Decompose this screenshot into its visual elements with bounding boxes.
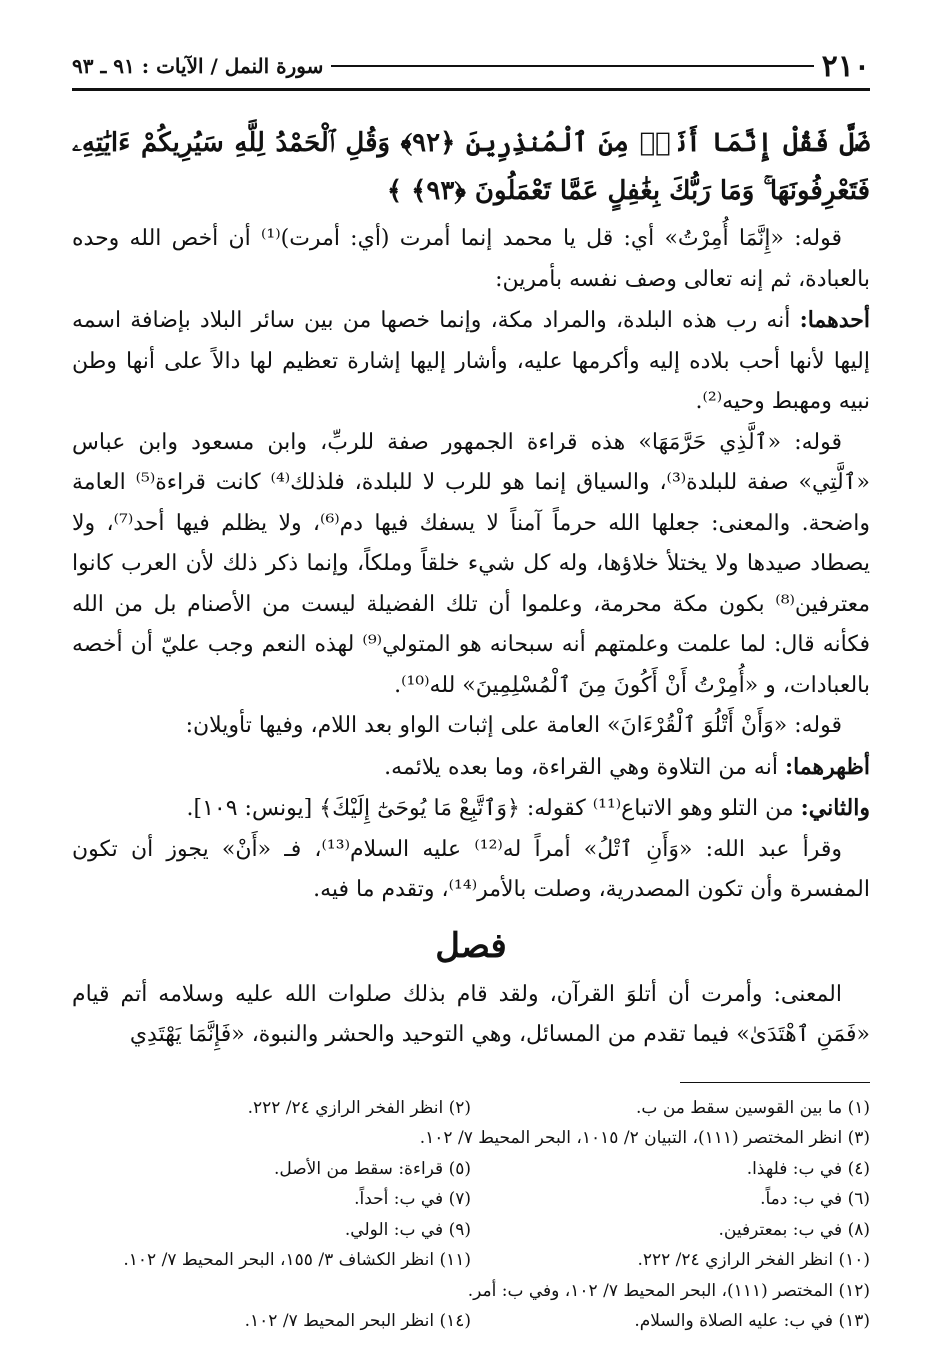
footnote-row: [72, 1093, 870, 1124]
section-text: [72, 975, 870, 1056]
book-page: [72, 46, 870, 1337]
footnote: (٣) انظر المختصر (١١١)، التبيان ٢/ ١٠١٥، البحر المحيط ٧/ ١٠٢.: [419, 1128, 870, 1148]
footnote-row: [72, 1123, 870, 1154]
commentary: [72, 219, 870, 911]
paragraph-2-text: أنه رب هذه البلدة، والمراد مكة، وإنما خصها من بين سائر البلاد بإضافة اسمه إليها لأنها أحب بلاده إليه وأكرمها عليه، وأشار إليها إشارة تعظيم لها دالاً على أنها وطن نبيه ومهبط وحيه⁽²⁾.: [72, 308, 870, 414]
footnote: (٦) في ب: دماً.: [760, 1189, 870, 1209]
footnote: (١١) انظر الكشاف ٣/ ١٥٥، البحر المحيط ٧/ ١٠٢.: [123, 1250, 471, 1270]
section-paragraph: المعنى: وأمرت أن أتلوَ القرآن، ولقد قام بذلك صلوات الله عليه وسلامه أتم قيام «فَمَنِ ٱهْتَدَىٰ» فيما تقدم من المسائل، وهي التوحيد والحشر والنبوة، «فَإِنَّمَا يَهْتَدِي: [72, 981, 870, 1047]
paragraph-2: [72, 300, 870, 423]
footnote-row: [72, 1245, 870, 1276]
footnote: (١٣) في ب: عليه الصلاة والسلام.: [634, 1311, 870, 1331]
footnote: (٥) قراءة: سقط من الأصل.: [273, 1158, 471, 1179]
footnote-row: [72, 1306, 870, 1337]
section-heading: فصل: [435, 925, 507, 966]
paragraph-4: قوله: «وَأَنْ أَتْلُوَ ٱلْقُرْءَانَ» العامة على إثبات الواو بعد اللام، وفيها تأويلان:: [185, 713, 842, 738]
footnote: (١٠) انظر الفخر الرازي ٢٤/ ٢٢٢.: [637, 1250, 870, 1270]
paragraph-6-text: من التلو وهو الاتباع⁽¹¹⁾ كقوله: ﴿وَٱتَّبِعْ مَا يُوحَىٰٓ إِلَيْكَ﴾ [يونس: ١٠٩].: [186, 796, 801, 821]
paragraph-7: وقرأ عبد الله: «وَأَنِ ٱتْلُ» أمراً له⁽¹²⁾ عليه السلام⁽¹³⁾، فـ «أَنْ» يجوز أن تكون المفسرة وأن تكون المصدرية، وصلت بالأمر⁽¹⁴⁾، وتقدم ما فيه.: [72, 836, 870, 902]
footnote: (٩) في ب: الولي.: [344, 1219, 471, 1240]
footnote: (٧) في ب: أحداً.: [354, 1189, 471, 1209]
paragraph-5-lead: أظهرهما:: [784, 753, 870, 780]
footnote-row: [72, 1276, 870, 1307]
footnote: (٤) في ب: فلهذا.: [746, 1158, 870, 1179]
quran-verses: ضَلَّ فَقُلْ إِنَّمَا أَنَا۠ مِنَ ٱلْمُنذِرِينَ ﴿٩٢﴾ وَقُلِ ٱلْحَمْدُ لِلَّهِ سَيُرِيكُمْ ءَايَٰتِهِۦ فَتَعْرِفُونَهَا ۚ وَمَا رَبُّكَ بِغَٰفِلٍ عَمَّا تَعْمَلُونَ ﴿٩٣﴾ ﴾: [72, 128, 871, 206]
footnotes: [72, 1093, 870, 1337]
paragraph-6-lead: والثاني:: [800, 795, 870, 821]
footnote-row: [72, 1215, 870, 1246]
page-header: [72, 46, 870, 86]
footnote: (٨) في ب: بمعترفين.: [718, 1219, 870, 1240]
footnote-row: [72, 1184, 870, 1215]
paragraph-5: [72, 747, 870, 789]
footnote-separator: [680, 1082, 870, 1083]
paragraph-1: قوله: «إِنَّمَا أُمِرْتُ» أي: قل يا محمد إنما أمرت (أي: أمرت)⁽¹⁾ أن أخص الله وحده بالعبادة، ثم إنه تعالى وصف نفسه بأمرين:: [72, 226, 870, 292]
paragraph-5-text: أنه من التلاوة وهي القراءة، وما بعده يلائمه.: [384, 754, 785, 780]
footnote: (١٤) انظر البحر المحيط ٧/ ١٠٢.: [244, 1311, 471, 1331]
footnote: (٢) انظر الفخر الرازي ٢٤/ ٢٢٢.: [247, 1097, 471, 1118]
footnote: (١) ما بين القوسين سقط من ب.: [636, 1097, 870, 1118]
header-rule: [331, 65, 813, 67]
footnote: (١٢) المختصر (١١١)، البحر المحيط ٧/ ١٠٢، وفي ب: أمر.: [467, 1280, 870, 1301]
paragraph-6: [72, 788, 870, 830]
paragraph-3: قوله: «ٱلَّذِي حَرَّمَهَا» هذه قراءة الجمهور صفة للربِّ، وابن مسعود وابن عباس «ٱلَّتِي» صفة للبلدة⁽³⁾، والسياق إنما هو للرب لا للبلدة، فلذلك⁽⁴⁾ كانت قراءة⁽⁵⁾ العامة واضحة. والمعنى: جعلها الله حرماً آمناً لا يسفك فيها دم⁽⁶⁾، ولا يظلم فيها أحد⁽⁷⁾، ولا يصطاد صيدها ولا يختلأ خلاؤها، وله كل شيء خلقاً وملكاً، وإنما ذكر ذلك لأن العرب كانوا معترفين⁽⁸⁾ بكون مكة محرمة، وعلموا أن تلك الفضيلة ليست من الأصنام بل من الله فكأنه قال: لما علمت وعلمتهم أنه سبحانه هو المتولي⁽⁹⁾ لهذه النعم وجب عليّ أن أخصه بالعبادات، و «أُمِرْتُ أَنْ أَكُونَ مِنَ ٱلْمُسْلِمِينَ» لله⁽¹⁰⁾.: [72, 429, 871, 698]
paragraph-2-lead: أحدهما:: [799, 307, 870, 333]
page-number: ٢١٠: [821, 48, 870, 84]
header-underline: [72, 88, 870, 91]
surah-title: سورة النمل / الآيات : ٩١ ـ ٩٣: [72, 54, 324, 78]
footnote-row: [72, 1154, 870, 1185]
